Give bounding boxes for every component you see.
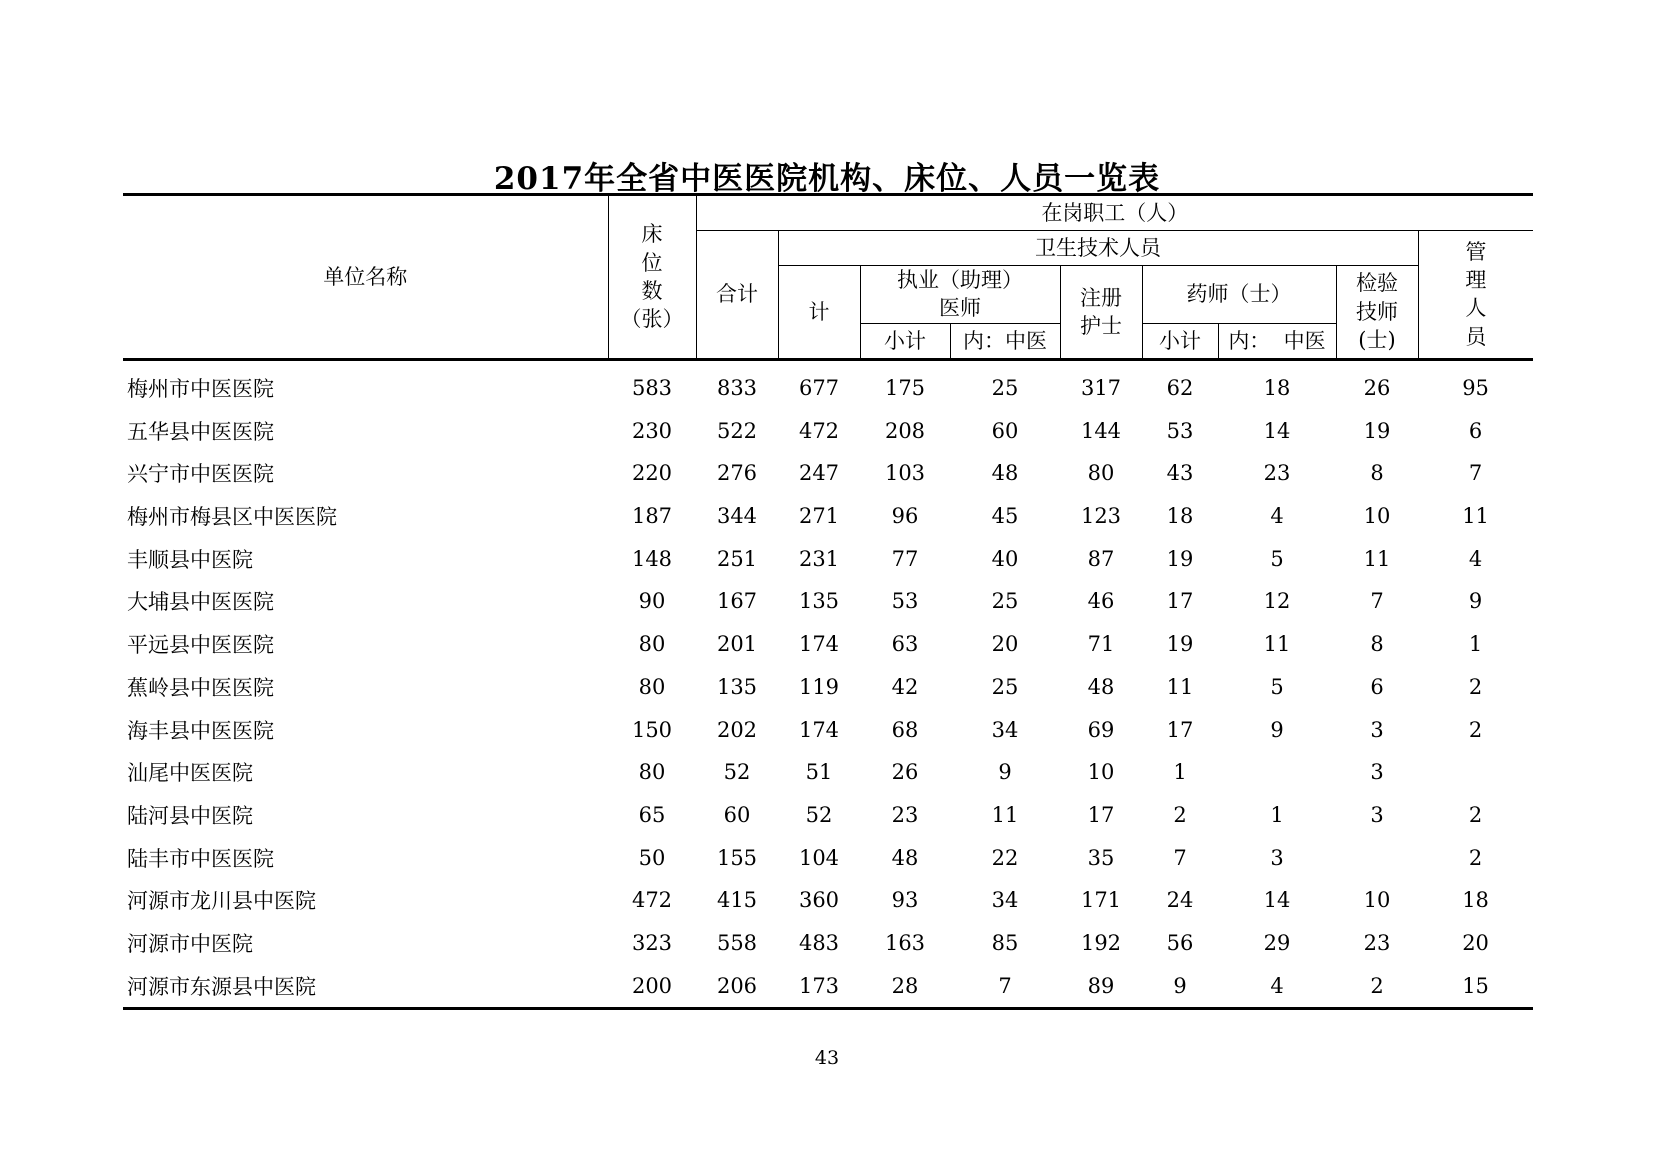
row-value-cell: 1	[1173, 760, 1187, 785]
row-value-cell: 11	[991, 802, 1019, 827]
header-nurses: 注册 护士	[1060, 266, 1142, 360]
row-value-cell: 271	[798, 504, 840, 529]
row-value-cell: 53	[891, 589, 919, 614]
page-number: 43	[814, 1047, 840, 1069]
row-value-cell: 6	[1370, 674, 1384, 699]
row-value-cell: 18	[1462, 888, 1489, 913]
row-value-cell: 5	[1270, 674, 1284, 699]
row-value-cell: 415	[716, 888, 758, 913]
row-value-cell: 1	[1468, 632, 1483, 657]
row-value-cell: 35	[1087, 845, 1115, 870]
header-subtotal: 计	[778, 266, 860, 360]
row-value-cell: 472	[798, 418, 840, 443]
row-value-cell: 167	[716, 589, 758, 614]
row-value-cell: 69	[1087, 717, 1115, 742]
row-value-cell: 9	[1468, 589, 1483, 614]
row-value-cell: 4	[1468, 546, 1483, 571]
table-row	[123, 623, 1533, 666]
row-value-cell: 9	[998, 760, 1012, 785]
table-row	[123, 666, 1533, 709]
row-value-cell: 68	[891, 717, 919, 742]
row-value-cell: 51	[805, 760, 833, 785]
row-value-cell: 85	[991, 930, 1019, 955]
row-value-cell: 148	[631, 546, 673, 571]
row-value-cell: 251	[716, 546, 758, 571]
header-managers: 管 理 人 员	[1418, 231, 1533, 360]
row-value-cell: 247	[798, 461, 840, 486]
row-value-cell: 192	[1080, 930, 1122, 955]
table-body	[123, 359, 1533, 1008]
row-value-cell: 3	[1270, 845, 1284, 870]
row-value-cell: 18	[1263, 376, 1291, 401]
row-value-cell: 20	[991, 632, 1019, 657]
row-value-cell: 60	[991, 418, 1019, 443]
row-value-cell	[1418, 751, 1533, 794]
row-value-cell: 3	[1370, 802, 1384, 827]
row-value-cell: 171	[1080, 888, 1122, 913]
row-value-cell: 231	[798, 546, 840, 571]
row-value-cell: 173	[778, 964, 860, 1008]
row-unit-name: 陆河县中医院	[127, 803, 253, 828]
row-value-cell: 48	[1087, 674, 1115, 699]
row-value-cell: 19	[1166, 546, 1194, 571]
table-row	[123, 794, 1533, 837]
row-value-cell: 175	[884, 376, 926, 401]
row-value-cell: 80	[638, 632, 666, 657]
table-row	[123, 836, 1533, 879]
row-value-cell: 6	[1468, 418, 1483, 443]
row-value-cell: 201	[716, 632, 758, 657]
table-row	[123, 879, 1533, 922]
row-value-cell: 43	[1166, 461, 1194, 486]
row-value-cell: 7	[950, 964, 1060, 1008]
row-value-cell: 29	[1263, 930, 1291, 955]
row-value-cell: 104	[798, 845, 840, 870]
row-value-cell: 2	[1173, 802, 1187, 827]
row-value-cell: 276	[716, 461, 758, 486]
row-value-cell: 317	[1080, 376, 1122, 401]
row-value-cell: 4	[1270, 504, 1284, 529]
row-value-cell: 8	[1370, 461, 1384, 486]
row-value-cell: 48	[991, 461, 1019, 486]
row-value-cell: 62	[1166, 376, 1194, 401]
row-value-cell: 15	[1418, 964, 1533, 1008]
row-value-cell: 26	[1363, 376, 1391, 401]
table-row	[123, 922, 1533, 965]
row-value-cell: 10	[1087, 760, 1115, 785]
row-value-cell: 60	[723, 802, 751, 827]
row-value-cell: 52	[723, 760, 751, 785]
row-unit-name: 梅州市中医医院	[127, 377, 274, 402]
row-value-cell: 14	[1263, 418, 1291, 443]
row-value-cell: 19	[1166, 632, 1194, 657]
row-value-cell: 558	[716, 930, 758, 955]
row-value-cell	[1218, 751, 1336, 794]
row-value-cell: 20	[1462, 930, 1489, 955]
row-value-cell: 22	[991, 845, 1019, 870]
row-value-cell: 483	[798, 930, 840, 955]
row-value-cell: 19	[1363, 418, 1391, 443]
row-unit-name: 河源市东源县中医院	[123, 964, 608, 1008]
row-unit-name: 河源市龙川县中医院	[127, 889, 316, 914]
row-value-cell: 583	[631, 376, 673, 401]
row-value-cell: 5	[1270, 546, 1284, 571]
row-value-cell: 71	[1087, 632, 1115, 657]
row-value-cell: 174	[798, 632, 840, 657]
row-value-cell: 23	[891, 802, 919, 827]
row-value-cell: 220	[631, 461, 673, 486]
row-value-cell: 25	[991, 376, 1019, 401]
row-value-cell: 208	[884, 418, 926, 443]
row-value-cell: 17	[1166, 717, 1194, 742]
row-value-cell: 24	[1166, 888, 1194, 913]
table-header	[123, 195, 1533, 360]
row-value-cell: 1	[1270, 802, 1284, 827]
row-value-cell: 53	[1166, 418, 1194, 443]
row-value-cell: 103	[884, 461, 926, 486]
row-value-cell: 17	[1087, 802, 1115, 827]
row-value-cell: 9	[1270, 717, 1284, 742]
row-value-cell: 2	[1468, 802, 1483, 827]
row-value-cell: 45	[991, 504, 1019, 529]
table-title: 2017年全省中医医院机构、床位、人员一览表	[493, 161, 1161, 197]
table-row	[123, 495, 1533, 538]
header-staff-group: 在岗职工（人）	[696, 195, 1533, 231]
row-value-cell: 34	[991, 888, 1019, 913]
row-unit-name: 海丰县中医医院	[127, 718, 274, 743]
row-unit-name: 兴宁市中医医院	[127, 462, 274, 487]
row-value-cell: 150	[631, 717, 673, 742]
header-pharm-subtotal: 小计	[1142, 323, 1218, 359]
row-value-cell: 80	[1087, 461, 1115, 486]
row-value-cell: 230	[631, 418, 673, 443]
row-value-cell: 80	[638, 674, 666, 699]
row-value-cell: 174	[798, 717, 840, 742]
row-value-cell: 2	[1468, 717, 1483, 742]
row-value-cell: 89	[1060, 964, 1142, 1008]
row-value-cell: 200	[608, 964, 696, 1008]
row-value-cell: 163	[884, 930, 926, 955]
table-row	[123, 537, 1533, 580]
row-value-cell: 17	[1166, 589, 1194, 614]
row-value-cell: 135	[798, 589, 840, 614]
row-value-cell: 11	[1166, 674, 1194, 699]
row-value-cell: 3	[1370, 760, 1384, 785]
header-doc-tcm: 内：中医	[950, 323, 1060, 359]
header-lab-tech: 检验 技师 (士)	[1336, 266, 1418, 360]
row-value-cell: 23	[1263, 461, 1291, 486]
row-value-cell: 96	[891, 504, 919, 529]
row-value-cell: 77	[891, 546, 919, 571]
row-value-cell: 323	[631, 930, 673, 955]
row-value-cell: 7	[1468, 461, 1483, 486]
table-row	[123, 964, 1533, 1008]
row-value-cell: 11	[1363, 546, 1391, 571]
row-value-cell: 48	[891, 845, 919, 870]
statistics-table	[123, 193, 1533, 1010]
row-value-cell: 677	[798, 376, 840, 401]
row-value-cell: 42	[891, 674, 919, 699]
row-value-cell: 50	[638, 845, 666, 870]
row-value-cell: 11	[1462, 504, 1489, 529]
row-value-cell: 25	[991, 589, 1019, 614]
table-row	[123, 359, 1533, 409]
row-unit-name: 汕尾中医医院	[127, 761, 253, 786]
row-value-cell: 95	[1462, 376, 1489, 401]
table-row	[123, 409, 1533, 452]
row-value-cell: 8	[1370, 632, 1384, 657]
row-value-cell: 119	[798, 674, 840, 699]
row-value-cell: 135	[716, 674, 758, 699]
header-total: 合计	[696, 231, 778, 360]
table-row	[123, 580, 1533, 623]
table-row	[123, 708, 1533, 751]
row-value-cell: 472	[631, 888, 673, 913]
row-value-cell: 18	[1166, 504, 1194, 529]
row-value-cell: 4	[1218, 964, 1336, 1008]
row-value-cell: 46	[1087, 589, 1115, 614]
row-value-cell: 87	[1087, 546, 1115, 571]
row-value-cell: 80	[638, 760, 666, 785]
row-value-cell: 2	[1468, 845, 1483, 870]
row-unit-name: 陆丰市中医医院	[127, 846, 274, 871]
row-value-cell: 23	[1363, 930, 1391, 955]
header-doc-subtotal: 小计	[860, 323, 950, 359]
row-value-cell: 344	[716, 504, 758, 529]
row-value-cell: 7	[1173, 845, 1187, 870]
row-value-cell: 123	[1080, 504, 1122, 529]
row-unit-name: 大埔县中医医院	[127, 590, 274, 615]
row-value-cell: 28	[860, 964, 950, 1008]
row-value-cell: 3	[1370, 717, 1384, 742]
row-value-cell: 2	[1468, 674, 1483, 699]
row-value-cell: 90	[638, 589, 666, 614]
row-value-cell: 7	[1370, 589, 1384, 614]
row-value-cell: 155	[716, 845, 758, 870]
row-value-cell: 25	[991, 674, 1019, 699]
row-unit-name: 梅州市梅县区中医医院	[127, 505, 337, 530]
row-value-cell: 93	[891, 888, 919, 913]
row-value-cell: 56	[1166, 930, 1194, 955]
row-unit-name: 河源市中医院	[127, 931, 253, 956]
row-value-cell: 12	[1263, 589, 1291, 614]
row-value-cell: 14	[1263, 888, 1291, 913]
row-value-cell: 360	[798, 888, 840, 913]
row-value-cell: 40	[991, 546, 1019, 571]
row-value-cell: 63	[891, 632, 919, 657]
row-value-cell: 833	[716, 376, 758, 401]
row-value-cell: 2	[1336, 964, 1418, 1008]
row-value-cell: 144	[1080, 418, 1122, 443]
row-value-cell: 10	[1363, 888, 1391, 913]
header-health-tech-group: 卫生技术人员	[778, 231, 1418, 266]
row-value-cell: 206	[696, 964, 778, 1008]
row-value-cell: 34	[991, 717, 1019, 742]
row-value-cell: 202	[716, 717, 758, 742]
table-row	[123, 751, 1533, 794]
row-unit-name: 蕉岭县中医医院	[127, 675, 274, 700]
header-pharmacists-group: 药师（士）	[1142, 266, 1336, 324]
row-value-cell: 187	[631, 504, 673, 529]
header-beds: 床 位 数 （张）	[608, 195, 696, 360]
row-value-cell: 65	[638, 802, 666, 827]
row-value-cell: 522	[716, 418, 758, 443]
row-value-cell: 10	[1363, 504, 1391, 529]
row-value-cell: 52	[805, 802, 833, 827]
row-value-cell	[1336, 836, 1418, 879]
row-value-cell: 11	[1263, 632, 1291, 657]
header-doctors-group: 执业（助理） 医师	[860, 266, 1060, 324]
row-unit-name: 五华县中医医院	[127, 419, 274, 444]
row-unit-name: 丰顺县中医院	[127, 547, 253, 572]
table-row	[123, 452, 1533, 495]
header-unit-name: 单位名称	[123, 195, 608, 360]
row-value-cell: 9	[1142, 964, 1218, 1008]
row-value-cell: 26	[891, 760, 919, 785]
header-pharm-tcm: 内： 中医	[1218, 323, 1336, 359]
row-unit-name: 平远县中医医院	[127, 633, 274, 658]
